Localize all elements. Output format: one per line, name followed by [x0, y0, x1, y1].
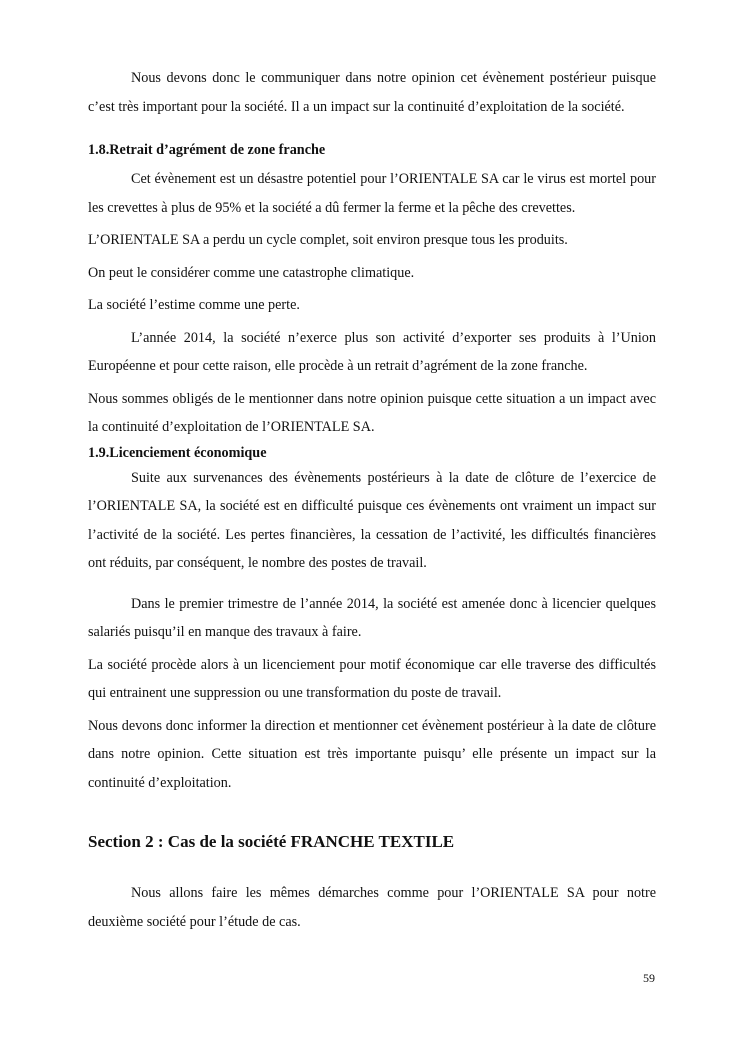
- paragraph-perte: La société l’estime comme une perte.: [88, 297, 300, 313]
- paragraph-licenciement: La société procède alors à un licenciement pour motif économique car elle traverse des difficultés qui entrainent une suppression ou une transformation du poste de travail.: [88, 656, 656, 701]
- paragraph-informer: Nous devons donc informer la direction et mentionner cet évènement postérieur à la date de clôture dans notre opinion. Cette situation est très importante puisqu’ elle présente un impact sur la continuité d’exploitation.: [88, 717, 656, 791]
- paragraph-catastrophe: On peut le considérer comme une catastrophe climatique.: [88, 264, 415, 281]
- paragraph-obliges: Nous sommes obligés de le mentionner dans notre opinion puisque cette situation a un impact avec la continuité d’exploitation de l’ORIENTALE SA.: [88, 390, 656, 435]
- paragraph-desastre: Cet évènement est un désastre potentiel pour l’ORIENTALE SA car le virus est mortel pour les crevettes à plus de 95% et la société a dû fermer la ferme et la pêche des crevettes.: [88, 171, 656, 216]
- page-number: 59: [643, 971, 655, 985]
- document-page: [88, 64, 656, 936]
- paragraph-demarches: Nous allons faire les mêmes démarches comme pour l’ORIENTALE SA pour notre deuxième société pour l’étude de cas.: [88, 885, 656, 930]
- paragraph-annee-2014: L’année 2014, la société n’exerce plus son activité d’exporter ses produits à l’Union Européenne et pour cette raison, elle procède à un retrait d’agrément de la zone franche.: [88, 329, 656, 374]
- heading-1-9: 1.9.Licenciement économique: [88, 444, 267, 461]
- paragraph-cycle: L’ORIENTALE SA a perdu un cycle complet, soit environ presque tous les produits.: [88, 232, 568, 248]
- heading-1-8: 1.8.Retrait d’agrément de zone franche: [88, 142, 326, 158]
- paragraph-communiquer: Nous devons donc le communiquer dans notre opinion cet évènement postérieur puisque c’est très important pour la société. Il a un impact sur la continuité d’exploitation de la société.: [88, 70, 656, 115]
- paragraph-trimestre: Dans le premier trimestre de l’année 2014, la société est amenée donc à licencier quelques salariés puisqu’il en manque des travaux à faire.: [88, 595, 656, 640]
- paragraph-survenances: Suite aux survenances des évènements postérieurs à la date de clôture de l’exercice de l’ORIENTALE SA, la société est en difficulté puisque ces évènements ont vraiment un impact sur l’activité de la société. Les pertes financières, la cessation de l’activité, les difficultés financières ont réduits, par conséquent, le nombre des postes de travail.: [88, 469, 656, 571]
- heading-section-2: Section 2 : Cas de la société FRANCHE TEXTILE: [88, 832, 455, 851]
